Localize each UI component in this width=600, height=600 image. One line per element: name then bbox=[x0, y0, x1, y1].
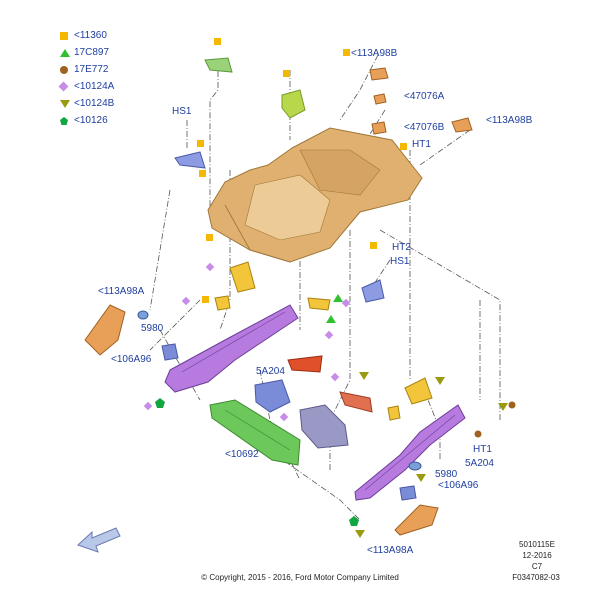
callout-47076b: <47076B bbox=[404, 122, 445, 133]
callout-hs1-right: HS1 bbox=[390, 256, 410, 267]
bracket-yellow-small bbox=[215, 296, 230, 310]
callout-5980-right: 5980 bbox=[435, 469, 458, 480]
circle-icon bbox=[60, 66, 68, 74]
bracket-5a204-left bbox=[255, 380, 290, 412]
callout-113a98b-right: <113A98B bbox=[486, 115, 533, 126]
bracket-yellow-right bbox=[405, 378, 432, 404]
bracket-113a98b-top bbox=[370, 68, 388, 80]
callout-hs1-left: HS1 bbox=[172, 106, 192, 117]
bracket-47076b bbox=[372, 122, 386, 134]
bracket-113a98b-right bbox=[452, 118, 472, 132]
bracket-113a98a-right bbox=[395, 505, 438, 535]
bracket-106a96-left bbox=[162, 344, 178, 360]
square-icon bbox=[60, 32, 68, 40]
figure-number: F0347082-03 bbox=[512, 573, 560, 582]
front-direction-arrow-icon bbox=[78, 528, 120, 552]
callout-113a98b-top: <113A98B bbox=[351, 48, 398, 59]
bracket-red bbox=[288, 356, 322, 372]
bracket-yellow-left bbox=[230, 262, 255, 292]
stud-markers-17e772 bbox=[475, 402, 516, 438]
callout-ht2: HT2 bbox=[392, 242, 411, 253]
copyright-notice: © Copyright, 2015 - 2016, Ford Motor Company Limited bbox=[201, 573, 399, 582]
bracket-47076a bbox=[374, 94, 386, 104]
left-side-rail bbox=[165, 305, 298, 392]
bracket-5980-right bbox=[409, 462, 421, 470]
callout-5a204-left: 5A204 bbox=[256, 366, 285, 377]
bracket-5980-left bbox=[138, 311, 148, 319]
bracket-yellow-right-small bbox=[388, 406, 400, 420]
callout-113a98a-left: <113A98A bbox=[98, 286, 145, 297]
bracket-106a96-right bbox=[400, 486, 416, 500]
callout-47076a: <47076A bbox=[404, 91, 445, 102]
bracket-top-mid bbox=[282, 90, 305, 118]
leader-lines bbox=[150, 55, 500, 520]
callout-106a96-right: <106A96 bbox=[438, 480, 479, 491]
illustration-revision: C7 bbox=[531, 562, 543, 571]
bracket-red-lower bbox=[340, 392, 372, 412]
callout-ht1-top: HT1 bbox=[412, 139, 431, 150]
illustration-date: 12-2016 bbox=[522, 551, 552, 560]
bracket-113a98a-left bbox=[85, 305, 125, 355]
bracket-gray bbox=[300, 405, 348, 448]
triangle-up-icon bbox=[60, 49, 70, 57]
illustration-code: 5010115E bbox=[519, 540, 555, 549]
bracket-hs1-left bbox=[175, 152, 205, 168]
bracket-yellow-mid bbox=[308, 298, 330, 310]
triangle-down-icon bbox=[60, 100, 70, 108]
callout-ht1-bottom: HT1 bbox=[473, 444, 492, 455]
callout-5980-left: 5980 bbox=[141, 323, 164, 334]
floor-pan bbox=[208, 128, 422, 262]
callout-106a96-left: <106A96 bbox=[111, 354, 152, 365]
callout-10692: <10692 bbox=[225, 449, 259, 460]
bracket-top-center bbox=[205, 58, 232, 72]
callout-113a98a-bottom: <113A98A bbox=[367, 545, 414, 556]
callout-5a204-right: 5A204 bbox=[465, 458, 494, 469]
bracket-hs1-right bbox=[362, 280, 384, 302]
